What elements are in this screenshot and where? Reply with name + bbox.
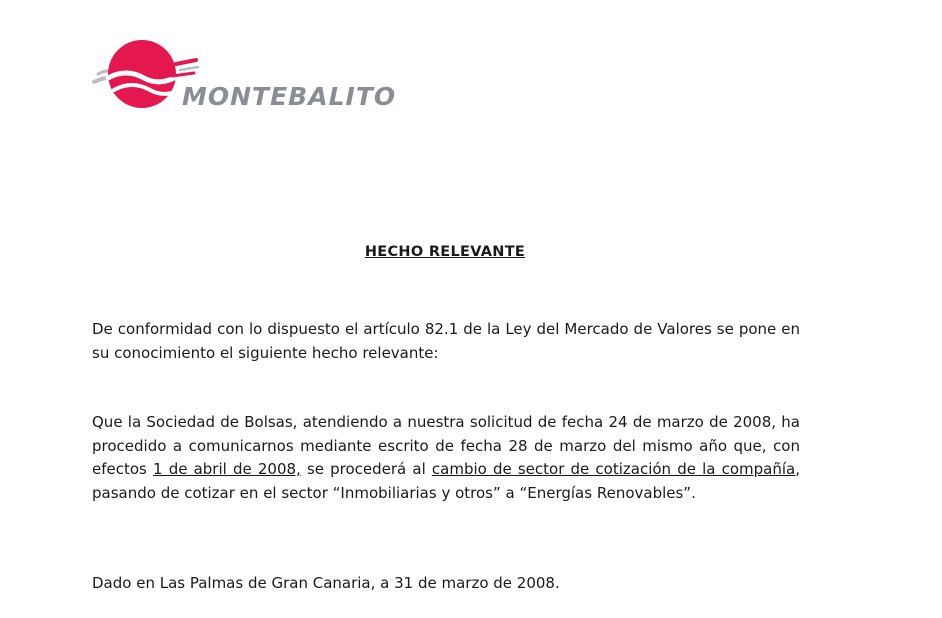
main-paragraph-text-1: Que la Sociedad de Bolsas, atendiendo a nuestra solicitud de fecha 24 de marzo de 2008, ha procedido a comunicarnos mediante escrito de fecha 28 de marzo del mismo año que, con efectos — [92, 413, 800, 478]
main-paragraph-text-2: se procederá al — [300, 460, 432, 478]
intro-paragraph: De conformidad con lo dispuesto el artículo 82.1 de la Ley del Mercado de Valores se pone en su conocimiento el siguiente hecho relevante: — [92, 320, 800, 362]
logo-wordmark: MONTEBALITO — [182, 82, 397, 111]
company-logo — [92, 38, 412, 118]
sector-change: cambio de sector de cotización de la compañía — [431, 460, 796, 478]
main-paragraph — [92, 411, 800, 505]
effective-date: 1 de abril de 2008, — [153, 460, 301, 478]
main-paragraph-text-3: , pasando de cotizar en el sector “Inmobiliarias y otros” a “Energías Renovables”. — [92, 460, 800, 502]
closing-line: Dado en Las Palmas de Gran Canaria, a 31 de marzo de 2008. — [92, 574, 560, 592]
document-title: HECHO RELEVANTE — [364, 244, 526, 260]
